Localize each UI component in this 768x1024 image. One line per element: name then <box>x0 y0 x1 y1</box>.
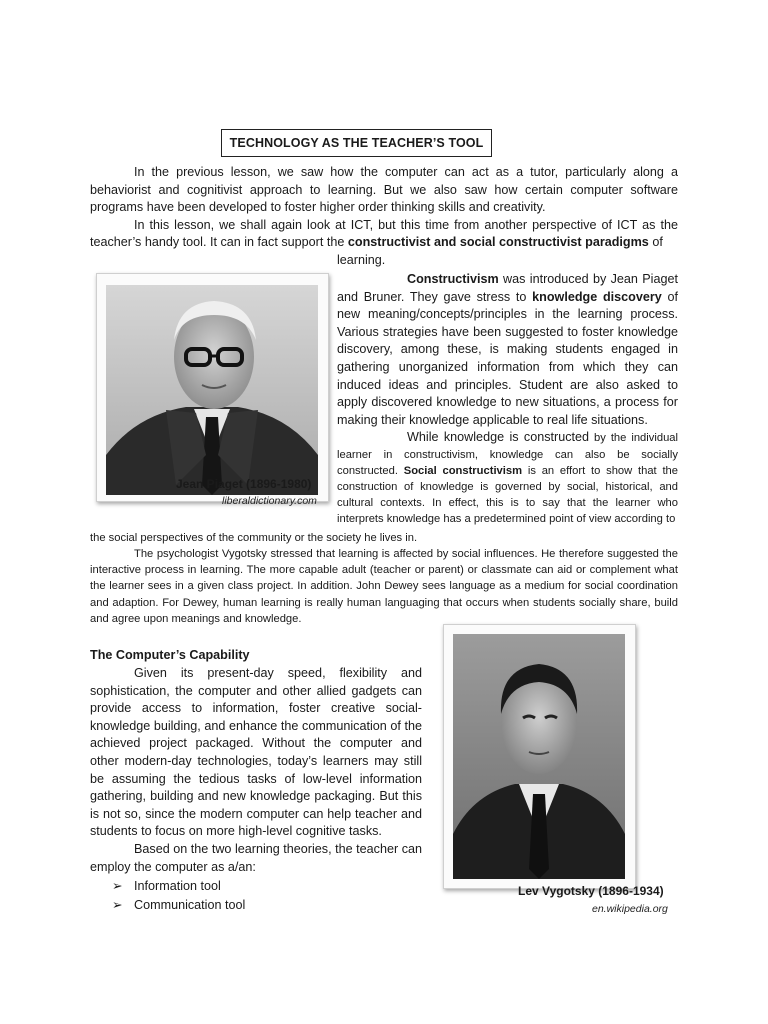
piaget-portrait-image <box>106 285 318 495</box>
vygotsky-source: en.wikipedia.org <box>592 903 668 915</box>
arrow-bullet-icon: ➢ <box>112 897 123 912</box>
piaget-caption: Jean Piaget (1896-1980) <box>176 477 312 491</box>
list-item <box>112 877 245 896</box>
constructivism-section <box>337 271 678 528</box>
vygotsky-portrait-image <box>453 634 625 879</box>
piaget-photo <box>106 285 318 495</box>
constructivism-bold: Constructivism <box>407 272 499 286</box>
social-text-2: is an effort to show that the construction of knowledge is governed by social, historical, and cultural contexts. In effect, this is to say that the learner who interprets knowledge has a predetermined point of view according to <box>337 464 678 526</box>
bullet-information-tool: Information tool <box>134 879 221 893</box>
capability-section <box>90 665 422 876</box>
bullet-communication-tool: Communication tool <box>134 897 246 912</box>
social-lead: While knowledge is constructed <box>407 430 590 445</box>
vygotsky-caption: Lev Vygotsky (1896-1934) <box>518 884 664 898</box>
capability-paragraph-2: Based on the two learning theories, the teacher can employ the computer as a/an: <box>90 841 422 874</box>
intro-paragraph-1: In the previous lesson, we saw how the computer can act as a tutor, particularly along a behaviorist and cognitivist approach to learning. But we also saw how certain computer software programs have been developed to foster higher order thinking skills and creativity. <box>90 165 678 215</box>
social-continuation: the social perspectives of the community or the society he lives in. <box>90 532 418 544</box>
tool-list <box>112 877 245 914</box>
vygotsky-photo <box>453 634 625 879</box>
social-text-1: by the individual learner in constructivism, knowledge can also be socially constructed. <box>337 432 678 477</box>
vygotsky-photo-frame <box>443 624 636 889</box>
intro-paragraph-2 <box>90 217 678 252</box>
intro-p2-text: In this lesson, we shall again look at ICT, but this time from another perspective of ICT as the teacher’s handy tool. It can in fact support the <box>90 217 678 250</box>
constructivism-text-2: of new meaning/concepts/principles in the learning process. Various strategies have been suggested to foster knowledge discovery, among these, is making students engaged in gathering unorganized information from which they can induced ideas and principles. Student are also asked to apply discovered knowledge to new situations, a process for making their knowledge applicable to real life situations. <box>337 289 679 427</box>
constructivism-text-1: was introduced by Jean Piaget and Bruner. They gave stress to <box>337 272 678 304</box>
capability-heading: The Computer’s Capability <box>90 648 250 662</box>
list-item <box>112 896 245 915</box>
intro-section <box>90 164 678 252</box>
constructivism-paragraph <box>337 271 678 429</box>
vygotsky-section <box>90 546 678 627</box>
intro-p2-continuation: learning. <box>337 253 386 267</box>
social-paragraph <box>337 429 678 527</box>
intro-p2-of: of <box>652 235 663 250</box>
capability-paragraph-1: Given its present-day speed, flexibility and sophistication, the computer and other allied gadgets can provide access to information, foster creative social-knowledge building, and enhance the communication of the achieved project packaged. Without the computer and other modern-day technologies, today’s learners may still be assuming the tedious tasks of low-level information gathering, building and new knowledge packaging. But this is not so, since the modern computer can help teacher and students to focus on more high-level cognitive tasks. <box>90 666 422 839</box>
paradigms-bold: constructivist and social constructivist paradigms <box>347 235 649 250</box>
social-constructivism-bold: Social constructivism <box>403 464 523 477</box>
knowledge-discovery-bold: knowledge discovery <box>532 289 662 304</box>
vygotsky-paragraph: The psychologist Vygotsky stressed that learning is affected by social influences. He therefore suggested the interactive process in learning. The more capable adult (teacher or parent) or classmate can aid or complement what the learner sees in a given class project. In addition. John Dewey sees language as a medium for social coordination and adaption. For Dewey, human learning is really human languaging that occurs when students socially share, build and agree upon meanings and knowledge. <box>90 548 678 625</box>
piaget-source: liberaldictionary.com <box>222 495 317 507</box>
piaget-photo-frame <box>96 273 329 502</box>
arrow-bullet-icon: ➢ <box>112 879 123 893</box>
page-title: TECHNOLOGY AS THE TEACHER’S TOOL <box>221 129 492 157</box>
